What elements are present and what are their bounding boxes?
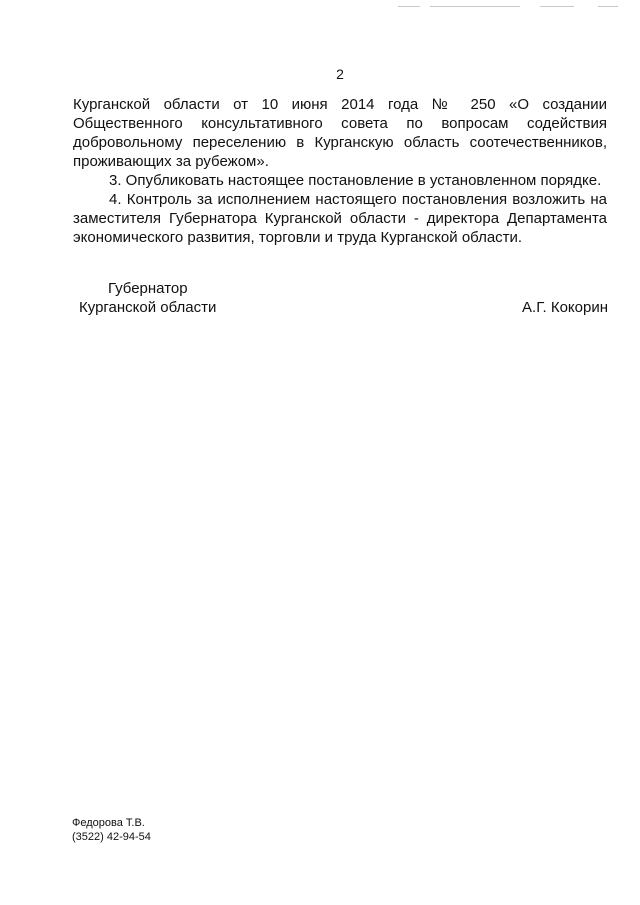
paragraph-item-4: 4. Контроль за исполнением настоящего постановления возложить на заместителя Губернатора Курганской области - директора Департамента экономического развития, торговли и труда Курганской области. xyxy=(73,191,607,246)
executor-name: Федорова Т.В. xyxy=(72,817,145,829)
page-number: 2 xyxy=(336,66,344,82)
paragraph-item-3: 3. Опубликовать настоящее постановление в установленном порядке. xyxy=(109,172,602,189)
signature-name: А.Г. Кокорин xyxy=(522,299,608,316)
scan-artifact xyxy=(598,6,618,7)
scan-artifact xyxy=(430,6,520,7)
signature-title-line2: Курганской области xyxy=(79,299,217,316)
executor-block xyxy=(72,816,151,844)
signature-title-line1: Губернатор xyxy=(108,280,188,297)
scan-artifact xyxy=(398,6,420,7)
scan-artifact xyxy=(540,6,574,7)
executor-phone: (3522) 42-94-54 xyxy=(72,831,151,843)
document-body xyxy=(73,95,607,247)
paragraph-decree-reference: Курганской области от 10 июня 2014 года № 250 «О создании Общественного консультативного совета по вопросам содействия добровольному переселению в Курганскую область соотечественников, проживающих за рубежом». xyxy=(73,96,607,170)
